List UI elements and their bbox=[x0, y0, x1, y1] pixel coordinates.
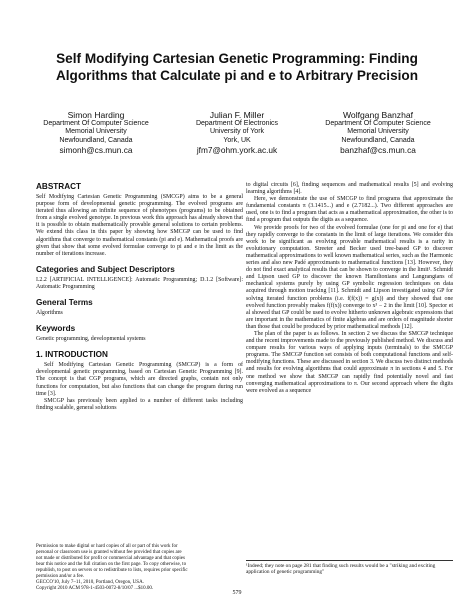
author-2 bbox=[171, 110, 303, 155]
author-institution: Memorial University bbox=[347, 128, 409, 136]
author-email[interactable]: jfm7@ohm.york.ac.uk bbox=[196, 145, 278, 156]
right-column bbox=[246, 182, 453, 395]
intro-paragraph: SMCGP has previously been applied to a number of different tasks including finding scalable, general solutions bbox=[36, 397, 243, 411]
body-paragraph: Here, we demonstrate the use of SMCGP to find programs that approximate the fundamental constants π (3.1415...) and e (2.7182...). Two different approaches are used, one is to find a program that acts as a mathematical approximation, the other is to find a program that outputs the digits as a sequence. bbox=[246, 196, 453, 224]
keywords-heading: Keywords bbox=[36, 324, 76, 334]
categories-text: I.2.2 [ARTIFICIAL INTELLIGENCE]: Automatic Programming; D.1.2 [Software]: Automatic Programming bbox=[36, 276, 243, 290]
body-paragraph: The plan of the paper is as follows. In section 2 we discuss the SMCGP technique and the recent improvements made to the previously published method. We discuss and compare results for various ways of applying inputs (terminals) to the SMCGP programs. The SMCGP function set consists of both computational functions and self-modifying functions. These are discussed in section 3. We discuss two distinct methods and results for evolving algorithms that could approximate π in sections 4 and 5. For one method we show that SMCGP can rapidly find potentially novel and fast converging mathematical approximations to π. Our second approach where the digits were evolved as a sequence bbox=[246, 330, 453, 394]
author-location: York, UK bbox=[223, 136, 251, 144]
permission-line: permission and/or a fee. bbox=[36, 574, 85, 579]
general-terms-heading: General Terms bbox=[36, 298, 93, 308]
keywords-text: Genetic programming, developmental systems bbox=[36, 336, 146, 343]
permission-notice bbox=[36, 544, 243, 592]
intro-paragraph: Self Modifying Cartesian Genetic Programming (SMCGP) is a form of developmental genetic programming, based on Cartesian Genetic Programming [9]. The concept is that CGP programs, which are directed graphs, contain not only functions for computation, but also functions that can change the program during run time [3]. bbox=[36, 362, 243, 397]
abstract-text: Self Modifying Cartesian Genetic Programming (SMCGP) aims to be a general purpose form of developmental genetic programming. The evolved programs are iterated thus allowing an infinite sequence of phenotypes (programs) to be obtained from a single evolved genotype. In previous work this approach has already shown that it is possible to obtain mathematically provable general solutions to certain problems. We extend this class in this paper by showing how SMCGP can be used to find algorithms that converge to mathematical constants (pi and e). Mathematical proofs are given that show that some evolved formulae converge to pi and e in the limit as the number of iterations increase. bbox=[36, 194, 243, 257]
author-institution: University of York bbox=[209, 128, 265, 136]
author-location: Newfoundland, Canada bbox=[341, 136, 415, 144]
permission-line: not made or distributed for profit or commercial advantage and that copies bbox=[36, 556, 185, 561]
paper-title: Self Modifying Cartesian Genetic Programming: Finding Algorithms that Calculate pi and e to Arbitrary Precision bbox=[55, 51, 419, 83]
author-department: Department Of Computer Science bbox=[325, 120, 431, 127]
permission-line: bear this notice and the full citation on the first page. To copy otherwise, to bbox=[36, 562, 187, 567]
author-name: Simon Harding bbox=[67, 110, 125, 120]
body-paragraph: We provide proofs for two of the evolved formulae (one for pi and one for e) that they rapidly converge to the constants in the limit of large iterations. We consider this work to be significant as evolving provable mathematical results is a rarity in evolutionary computation. Streeter and Becker used tree-based GP to discover mathematical approximations to well known mathematical series, such as the Harmonic series and also new Padé approximants to mathematical functions [13]. However, they do not find exact analytical results that can be shown to converge in the limit¹. Schmidt and Lipson used GP to discover the known Hamiltonians and Langrangians of mechanical systems purely by using GP symbolic regression techniques on data acquired through motion tracking [11]. Schmidt and Lipson investigated using GP for solving iterated function problems (i.e. f(f(x)) = g(x)) and they showed that one evolved function provably makes f(f(x)) converge to x³ − 2 in the limit [10]. Spector et al showed that GP could be used to evolve hitherto unknown algebraic expressions that are important in the mathematics of finite algebras and are orders of magnitude shorter than those that could be produced by prior mathematical methods [12]. bbox=[246, 224, 453, 330]
permission-line: GECCO'10, July 7–11, 2010, Portland, Oregon, USA. bbox=[36, 580, 144, 585]
author-name: Julian F. Miller bbox=[209, 110, 265, 120]
author-email[interactable]: simonh@cs.mun.ca bbox=[59, 145, 133, 156]
permission-line: Copyright 2010 ACM 978-1-4503-0072-8/10/07 ...$10.00. bbox=[36, 586, 154, 591]
categories-heading: Categories and Subject Descriptors bbox=[36, 264, 175, 274]
page-number: 579 bbox=[232, 590, 242, 596]
author-1 bbox=[30, 110, 162, 155]
author-block bbox=[30, 110, 444, 155]
author-department: Department Of Electronics bbox=[195, 120, 279, 127]
footnote: ¹Indeed; they note on page 281 that finding such results would be a "striking and exciting application of genetic programming" bbox=[246, 560, 453, 576]
left-column bbox=[36, 182, 243, 412]
body-paragraph: to digital circuits [6], finding sequences and mathematical results [5] and evolving learning algorithms [4]. bbox=[246, 182, 453, 196]
abstract-heading: ABSTRACT bbox=[36, 182, 82, 191]
permission-line: Permission to make digital or hard copies of all or part of this work for bbox=[36, 544, 178, 549]
author-email[interactable]: banzhaf@cs.mun.ca bbox=[340, 145, 416, 156]
author-3 bbox=[312, 110, 444, 155]
general-terms-text: Algorithms bbox=[36, 310, 63, 317]
author-institution: Memorial University bbox=[65, 128, 127, 136]
introduction-heading: 1. INTRODUCTION bbox=[36, 350, 108, 360]
permission-line: republish, to post on servers or to redistribute to lists, requires prior specific bbox=[36, 568, 188, 573]
author-location: Newfoundland, Canada bbox=[59, 136, 133, 144]
author-department: Department Of Computer Science bbox=[43, 120, 149, 127]
permission-line: personal or classroom use is granted without fee provided that copies are bbox=[36, 550, 182, 555]
author-name: Wolfgang Banzhaf bbox=[342, 110, 414, 120]
